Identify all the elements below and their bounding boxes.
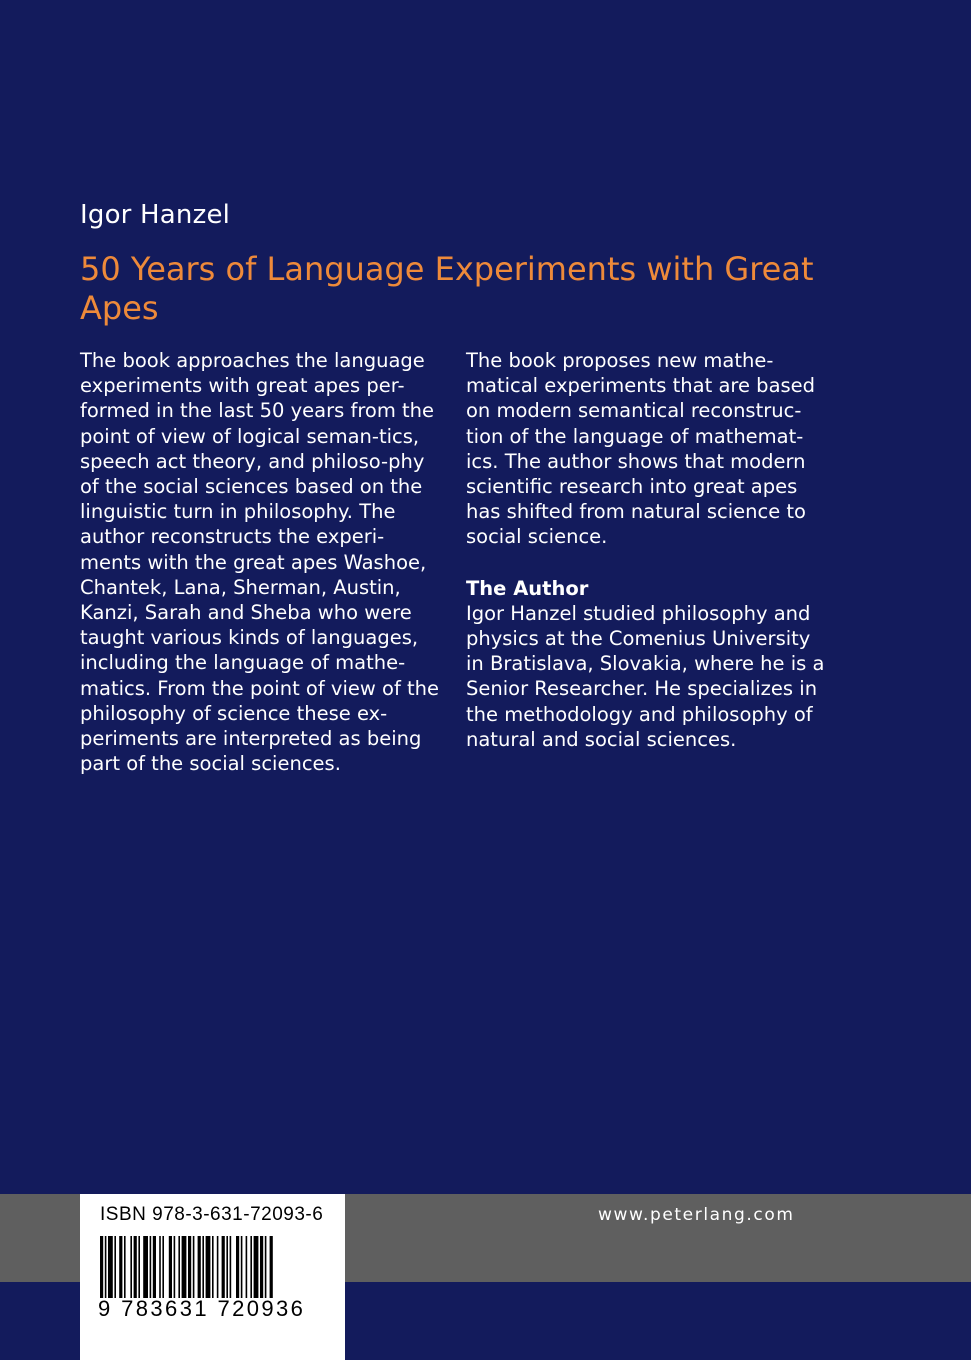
barcode-stripe	[114, 1236, 116, 1298]
barcode-stripe	[265, 1236, 267, 1298]
about-author-heading: The Author	[466, 576, 589, 600]
barcode-stripe	[143, 1236, 148, 1298]
barcode-stripe	[105, 1236, 107, 1298]
barcode-stripe	[162, 1236, 164, 1298]
description-left-column	[80, 348, 440, 776]
description-paragraph-continued: The book proposes new mathe-matical experiments that are based on modern semantical reconstruc-tion of the language of mathemat-ics. The author shows that modern scientific research into great apes has shifted from natural science to social science.	[466, 349, 816, 549]
about-author-text: Igor Hanzel studied philosophy and physics at the Comenius University in Bratislava, Slovakia, where he is a Senior Researcher. He specializes in the methodology and philosophy of natural and social sciences.	[466, 601, 825, 751]
barcode-stripe	[100, 1236, 103, 1298]
barcode-stripe	[260, 1236, 263, 1298]
barcode-stripe	[241, 1236, 243, 1298]
barcode-stripe	[217, 1236, 219, 1298]
barcode-stripe	[182, 1236, 187, 1298]
barcode-stripe	[150, 1236, 152, 1298]
barcode-stripe	[153, 1236, 156, 1298]
barcode-stripe	[134, 1236, 137, 1298]
barcode-stripe	[270, 1236, 273, 1298]
barcode-stripe	[130, 1236, 132, 1298]
barcode-stripe	[206, 1236, 211, 1298]
isbn-barcode-box	[80, 1194, 345, 1360]
book-title: 50 Years of Language Experiments with Great Apes	[80, 250, 814, 327]
barcode-stripe	[108, 1236, 113, 1298]
publisher-url[interactable]: www.peterlang.com	[598, 1205, 795, 1225]
barcode-icon	[100, 1236, 326, 1298]
barcode-stripe	[138, 1236, 140, 1298]
barcode-stripe	[236, 1236, 239, 1298]
barcode-stripe	[226, 1236, 228, 1298]
barcode-stripe	[169, 1236, 172, 1298]
barcode-digits: 9 783631 720936	[98, 1296, 306, 1321]
description-paragraph: The book approaches the language experiments with great apes per-formed in the last 50 years from the point of view of logical seman-tics, speech act theory, and philoso-phy of the social sciences based on the linguistic turn in philosophy. The author reconstructs the experi-ments with the great apes Washoe, Chantek, Lana, Sherman, Austin, Kanzi, Sarah and Sheba who were taught various kinds of languages, including the language of mathe-matics. From the point of view of the philosophy of science these ex-periments are interpreted as being part of the social sciences.	[80, 349, 440, 776]
barcode-stripe	[250, 1236, 252, 1298]
barcode-stripe	[246, 1236, 248, 1298]
author-name: Igor Hanzel	[80, 200, 231, 230]
description-right-column	[466, 348, 831, 752]
barcode-stripe	[212, 1236, 214, 1298]
barcode-stripe	[178, 1236, 180, 1298]
barcode-stripe	[124, 1236, 126, 1298]
barcode-stripe	[193, 1236, 195, 1298]
barcode-stripe	[222, 1236, 225, 1298]
barcode-stripe	[174, 1236, 176, 1298]
barcode-stripe	[230, 1236, 232, 1298]
barcode-stripe	[198, 1236, 201, 1298]
isbn-label: ISBN 978-3-631-72093-6	[100, 1204, 324, 1225]
barcode-stripe	[188, 1236, 191, 1298]
barcode-stripe	[254, 1236, 259, 1298]
barcode-stripe	[202, 1236, 204, 1298]
barcode-stripe	[119, 1236, 122, 1298]
barcode-stripe	[159, 1236, 161, 1298]
